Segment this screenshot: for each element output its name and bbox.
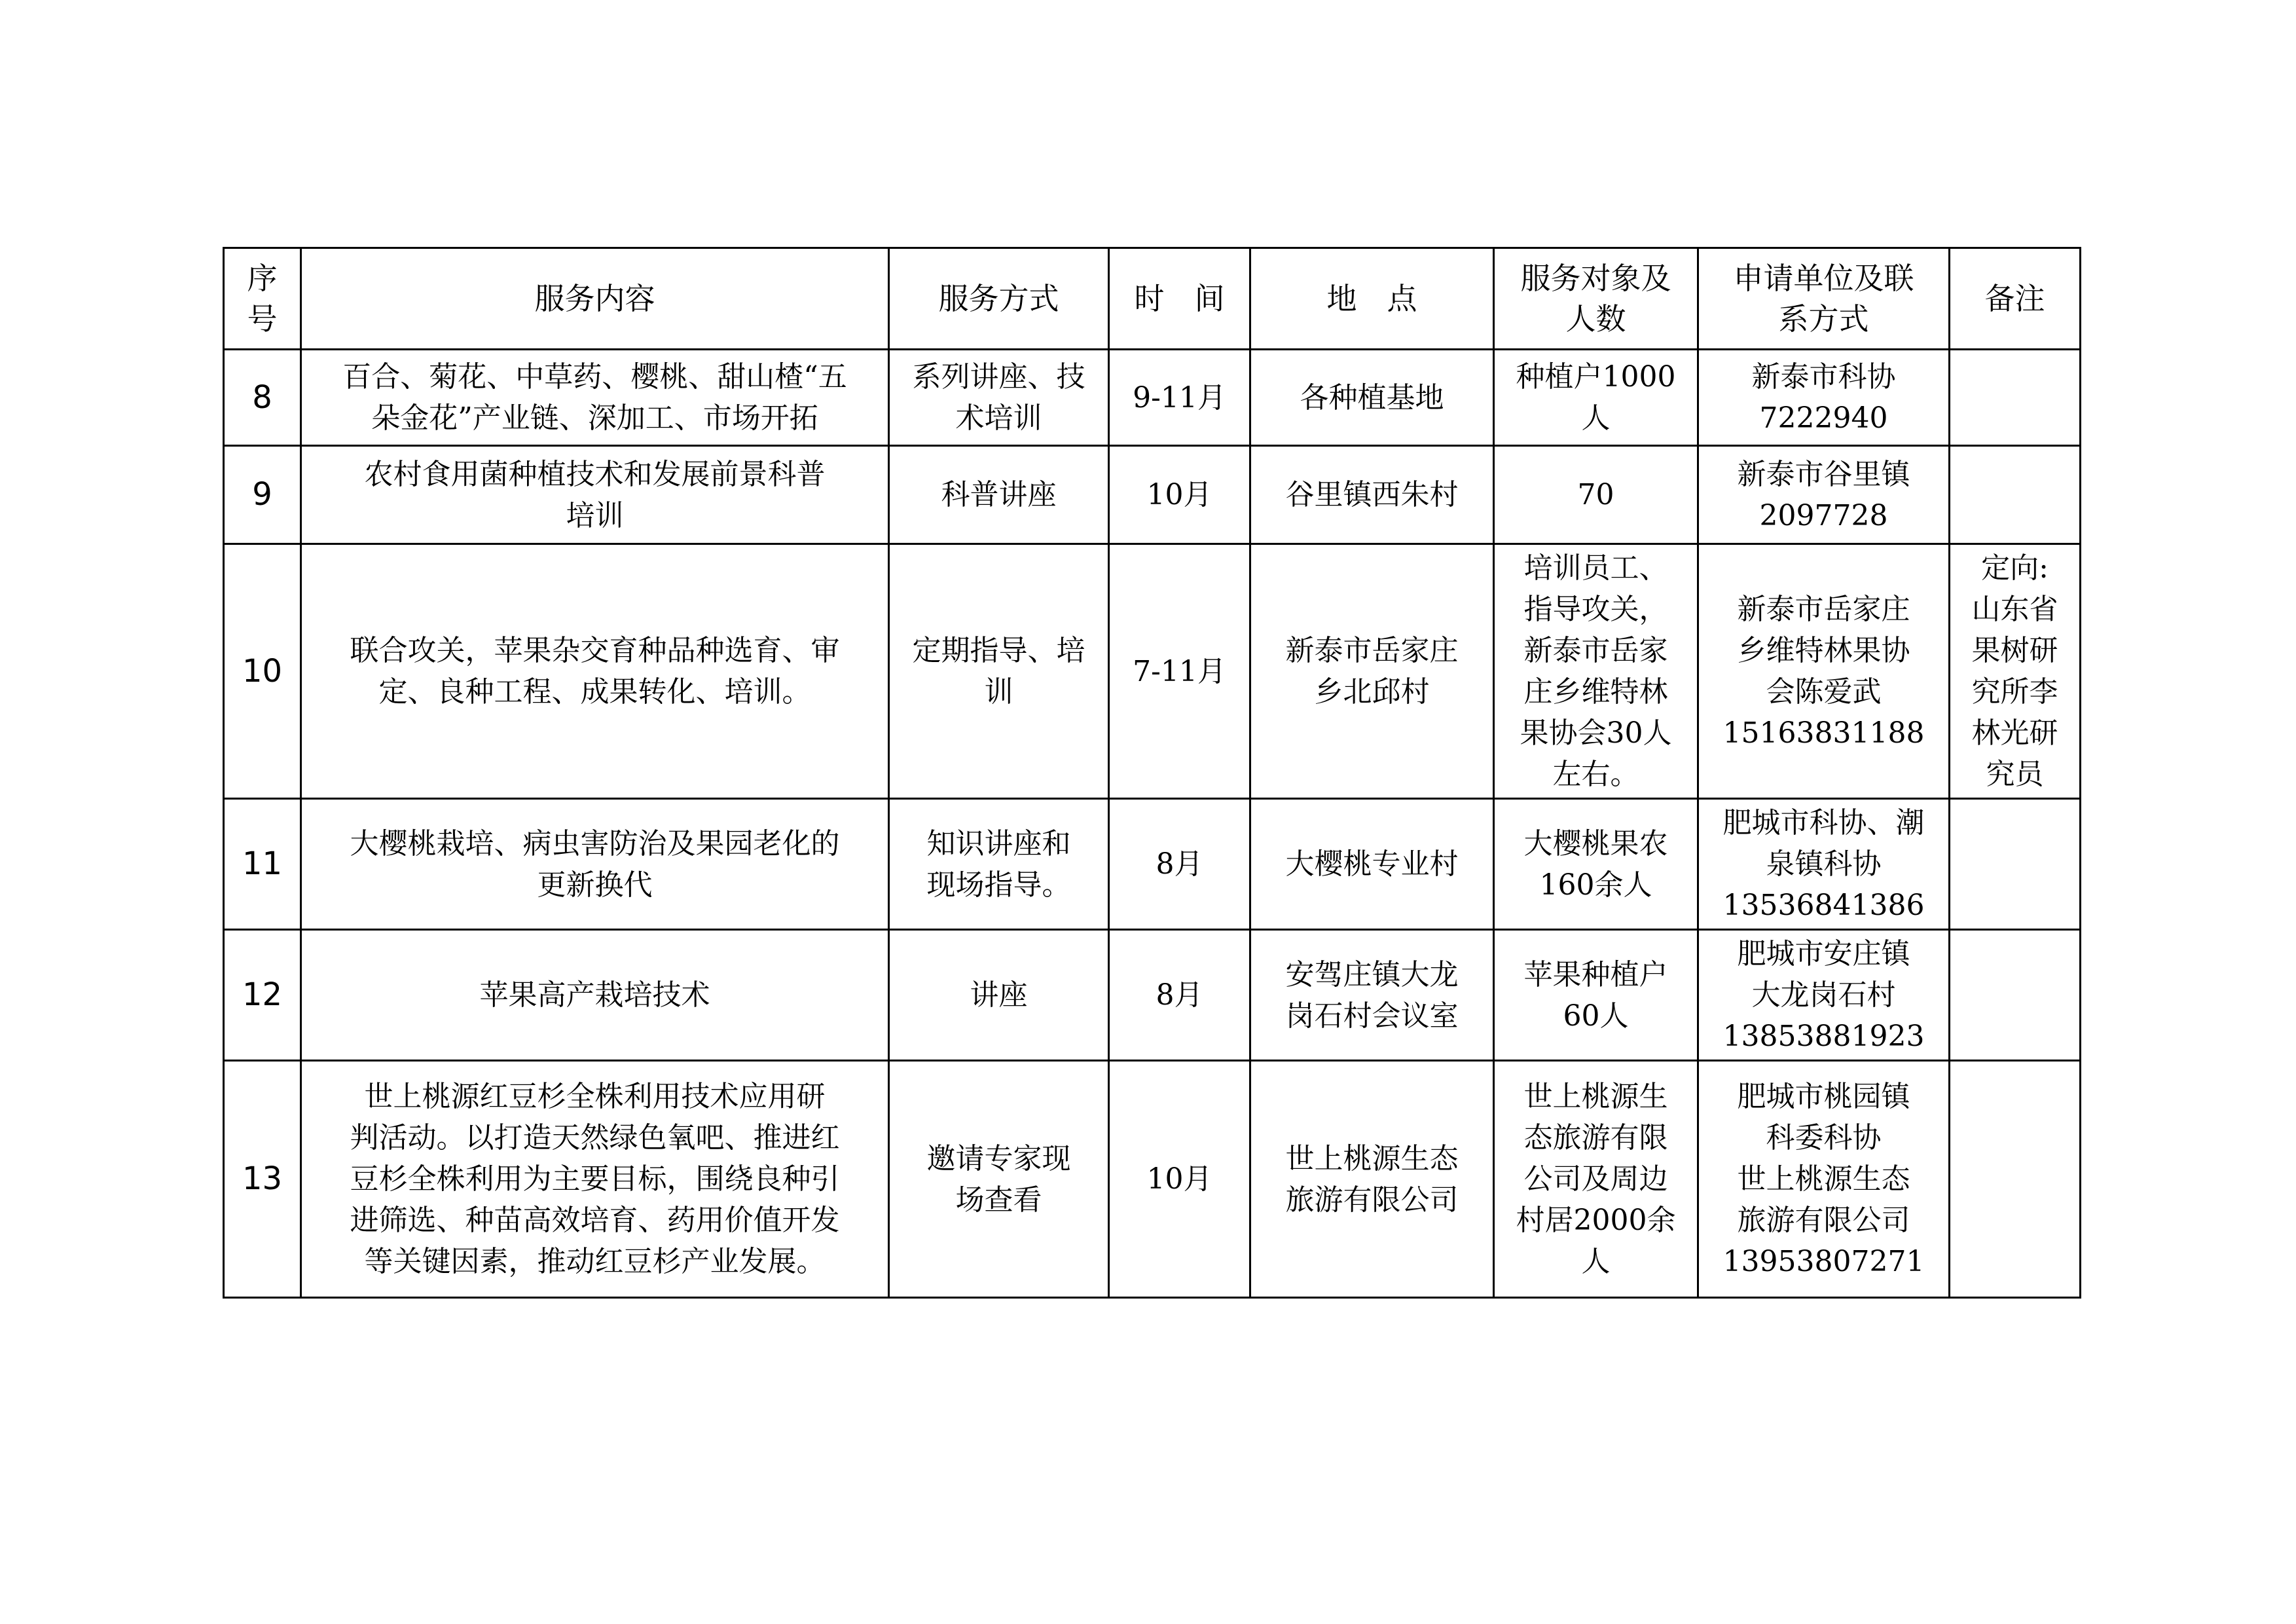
table-row	[224, 799, 2081, 930]
table-row	[224, 446, 2081, 544]
cell-no: 10	[224, 544, 301, 799]
cell-applicant: 新泰市科协 7222940	[1698, 350, 1950, 446]
cell-method: 讲座	[889, 930, 1109, 1061]
cell-method: 邀请专家现 场查看	[889, 1061, 1109, 1298]
cell-method: 定期指导、培 训	[889, 544, 1109, 799]
cell-applicant: 肥城市科协、潮 泉镇科协 13536841386	[1698, 799, 1950, 930]
cell-content: 苹果高产栽培技术	[301, 930, 889, 1061]
cell-time: 8月	[1109, 799, 1250, 930]
header-time: 时 间	[1109, 248, 1250, 350]
header-applicant: 申请单位及联 系方式	[1698, 248, 1950, 350]
cell-no: 13	[224, 1061, 301, 1298]
cell-no: 8	[224, 350, 301, 446]
header-place: 地 点	[1250, 248, 1494, 350]
cell-note	[1950, 1061, 2081, 1298]
cell-time: 10月	[1109, 1061, 1250, 1298]
cell-place: 新泰市岳家庄 乡北邱村	[1250, 544, 1494, 799]
cell-method: 系列讲座、技 术培训	[889, 350, 1109, 446]
service-plan-table	[223, 247, 2081, 1299]
header-method: 服务方式	[889, 248, 1109, 350]
header-note: 备注	[1950, 248, 2081, 350]
cell-audience: 苹果种植户 60人	[1494, 930, 1698, 1061]
cell-note	[1950, 350, 2081, 446]
cell-applicant: 肥城市桃园镇 科委科协 世上桃源生态 旅游有限公司 13953807271	[1698, 1061, 1950, 1298]
cell-place: 各种植基地	[1250, 350, 1494, 446]
table-row	[224, 1061, 2081, 1298]
cell-audience: 70	[1494, 446, 1698, 544]
header-audience: 服务对象及 人数	[1494, 248, 1698, 350]
table-row	[224, 544, 2081, 799]
cell-place: 世上桃源生态 旅游有限公司	[1250, 1061, 1494, 1298]
header-content: 服务内容	[301, 248, 889, 350]
cell-applicant: 新泰市谷里镇 2097728	[1698, 446, 1950, 544]
cell-time: 10月	[1109, 446, 1250, 544]
cell-time: 9-11月	[1109, 350, 1250, 446]
table-header-row	[224, 248, 2081, 350]
cell-audience: 世上桃源生 态旅游有限 公司及周边 村居2000余 人	[1494, 1061, 1698, 1298]
cell-content: 联合攻关，苹果杂交育种品种选育、审 定、良种工程、成果转化、培训。	[301, 544, 889, 799]
cell-audience: 种植户1000 人	[1494, 350, 1698, 446]
cell-place: 安驾庄镇大龙 岗石村会议室	[1250, 930, 1494, 1061]
cell-content: 大樱桃栽培、病虫害防治及果园老化的 更新换代	[301, 799, 889, 930]
header-no: 序 号	[224, 248, 301, 350]
cell-method: 科普讲座	[889, 446, 1109, 544]
cell-no: 9	[224, 446, 301, 544]
cell-time: 8月	[1109, 930, 1250, 1061]
cell-no: 11	[224, 799, 301, 930]
cell-note: 定向: 山东省 果树研 究所李 林光研 究员	[1950, 544, 2081, 799]
cell-content: 农村食用菌种植技术和发展前景科普 培训	[301, 446, 889, 544]
cell-content: 世上桃源红豆杉全株利用技术应用研 判活动。以打造天然绿色氧吧、推进红 豆杉全株利用为主要目标，围绕良种引 进筛选、种苗高效培育、药用价值开发 等关键因素，推动红豆杉产业发展。	[301, 1061, 889, 1298]
cell-applicant: 新泰市岳家庄 乡维特林果协 会陈爱武 15163831188	[1698, 544, 1950, 799]
cell-method: 知识讲座和 现场指导。	[889, 799, 1109, 930]
cell-place: 谷里镇西朱村	[1250, 446, 1494, 544]
cell-no: 12	[224, 930, 301, 1061]
table-row	[224, 930, 2081, 1061]
cell-note	[1950, 446, 2081, 544]
cell-content: 百合、菊花、中草药、樱桃、甜山楂“五 朵金花”产业链、深加工、市场开拓	[301, 350, 889, 446]
cell-note	[1950, 799, 2081, 930]
cell-audience: 培训员工、 指导攻关， 新泰市岳家 庄乡维特林 果协会30人 左右。	[1494, 544, 1698, 799]
table-row	[224, 350, 2081, 446]
cell-time: 7-11月	[1109, 544, 1250, 799]
cell-applicant: 肥城市安庄镇 大龙岗石村 13853881923	[1698, 930, 1950, 1061]
cell-audience: 大樱桃果农 160余人	[1494, 799, 1698, 930]
cell-place: 大樱桃专业村	[1250, 799, 1494, 930]
cell-note	[1950, 930, 2081, 1061]
